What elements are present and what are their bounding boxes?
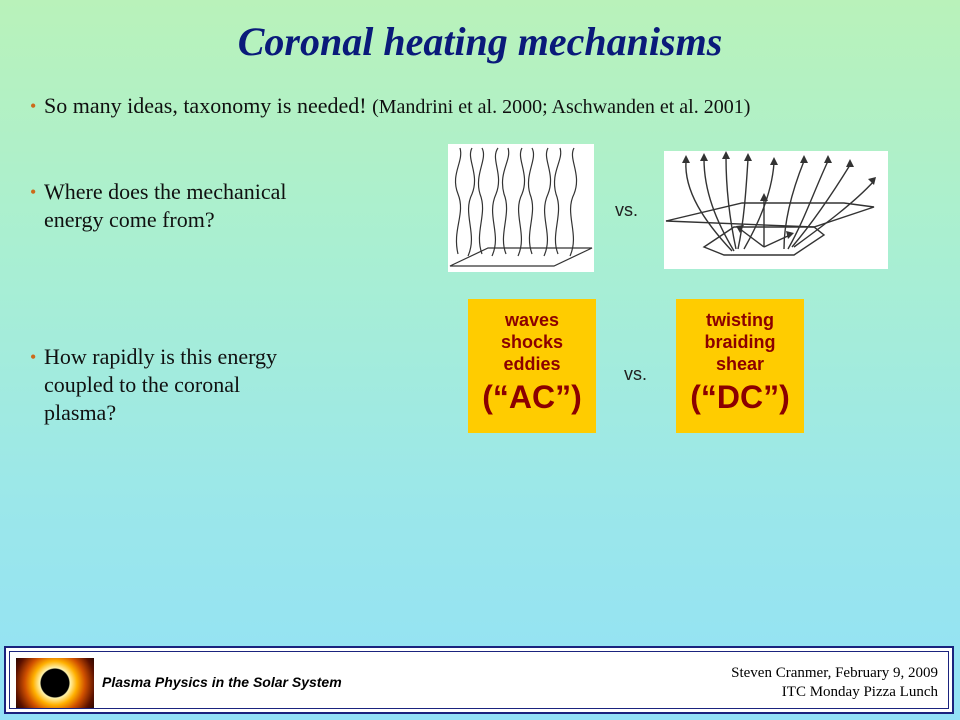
bullet-line: plasma? — [44, 400, 117, 425]
bullet-line: coupled to the coronal — [44, 372, 241, 397]
ac-line-shocks: shocks — [500, 332, 564, 352]
bullet-dot-icon: • — [30, 96, 37, 116]
bullet-line: How rapidly is this energy — [44, 344, 278, 369]
slide-footer — [4, 646, 954, 714]
vs-label-bottom: vs. — [624, 364, 648, 384]
bullet-line: Where does the mechanical — [44, 179, 287, 204]
dc-label: (“DC”) — [690, 379, 790, 415]
bullet-text: So many ideas, taxonomy is needed! — [44, 93, 367, 118]
ac-label: (“AC”) — [482, 379, 582, 415]
footer-course-title: Plasma Physics in the Solar System — [102, 674, 342, 690]
slide-title: Coronal heating mechanisms — [237, 19, 723, 64]
dc-line-twisting: twisting — [706, 310, 774, 330]
braided-field-diagram — [448, 144, 594, 272]
bullet-dot-icon: • — [30, 347, 37, 367]
field-lines-arrows-icon — [664, 151, 888, 269]
bullet-dot-icon: • — [30, 182, 37, 202]
ac-line-eddies: eddies — [503, 354, 561, 374]
footer-inner-border — [9, 651, 949, 709]
citation: (Mandrini et al. 2000; Aschwanden et al. 2001) — [372, 96, 751, 118]
solar-eclipse-icon — [16, 658, 94, 708]
ac-mechanism-box — [468, 299, 596, 433]
bullet-energy-source — [30, 178, 287, 234]
bullet-coupling — [30, 343, 278, 427]
footer-venue: ITC Monday Pizza Lunch — [781, 684, 938, 700]
dc-line-shear: shear — [715, 354, 765, 374]
footpoint-shuffling-diagram — [664, 151, 888, 269]
footer-author-date: Steven Cranmer, February 9, 2009 — [731, 665, 938, 681]
bullet-line: energy come from? — [44, 207, 215, 232]
braided-lines-icon — [448, 144, 594, 272]
footer-author-info — [731, 664, 938, 702]
dc-line-braiding: braiding — [704, 332, 776, 352]
dc-mechanism-box — [676, 299, 804, 433]
ac-line-waves: waves — [504, 310, 560, 330]
bullet-taxonomy — [30, 92, 751, 121]
vs-label-top: vs. — [615, 200, 639, 220]
